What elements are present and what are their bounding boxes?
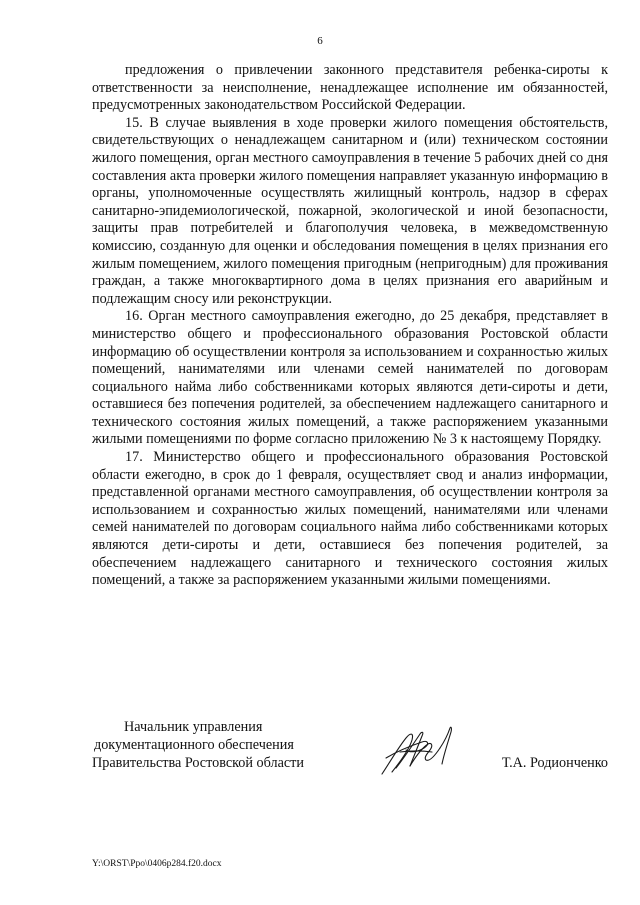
- paragraph-17: 17. Министерство общего и профессионального образования Ростовской области ежегодно, в срок до 1 февраля, осуществляет свод и анализ информации, представленной органами местного самоуправления, об осуществлении контроля за использованием и сохранностью жилых помещений, нанимателями или членами семей нанимателей по договорам социального найма либо собственниками которых являются дети-сироты и дети, оставшиеся без попечения родителей, за обеспечением надлежащего санитарного и технического состояния жилых помещений, а также за распоряжением указанными жилыми помещениями.: [92, 449, 608, 589]
- paragraph-16: 16. Орган местного самоуправления ежегодно, до 25 декабря, представляет в министерство общего и профессионального образования Ростовской области информацию об осуществлении контроля за использованием и сохранностью жилых помещений, нанимателями или членами семей нанимателей по договорам социального найма либо собственниками которых являются дети-сироты и дети, оставшиеся без попечения родителей, за обеспечением надлежащего санитарного и технического состояния жилых помещений, а также распоряжением указанными жилыми помещениями по форме согласно приложению № 3 к настоящему Порядку.: [92, 308, 608, 448]
- signatory-title-line: Правительства Ростовской области: [92, 755, 304, 771]
- paragraph-14-continuation: предложения о привлечении законного представителя ребенка-сироты к ответственности за неисполнение, ненадлежащее исполнение им обязанностей, предусмотренных законодательством Российской Федерации.: [92, 62, 608, 114]
- signatory-title-line: документационного обеспечения: [94, 737, 294, 753]
- document-body: [92, 62, 608, 590]
- signatory-title-line: Начальник управления: [124, 719, 263, 735]
- paragraph-15: 15. В случае выявления в ходе проверки жилого помещения обстоятельств, свидетельствующих о ненадлежащем санитарном и (или) техническом состоянии жилого помещения, орган местного самоуправления в течение 5 рабочих дней со дня составления акта проверки жилого помещения направляет указанную информацию в органы, уполномоченные осуществлять жилищный контроль, надзор в сферах санитарно-эпидемиологической, пожарной, экологической и иной безопасности, защиты прав потребителей и благополучия человека, в межведомственную комиссию, созданную для оценки и обследования помещения в целях признания его жилым помещением, жилого помещения пригодным (непригодным) для проживания граждан, а также многоквартирного дома в целях признания его аварийным и подлежащим сносу или реконструкции.: [92, 114, 608, 307]
- signatory-name: Т.А. Родионченко: [501, 755, 608, 771]
- page-number: 6: [317, 35, 323, 47]
- document-file-path: Y:\ORST\Ppo\0406p284.f20.docx: [92, 859, 222, 869]
